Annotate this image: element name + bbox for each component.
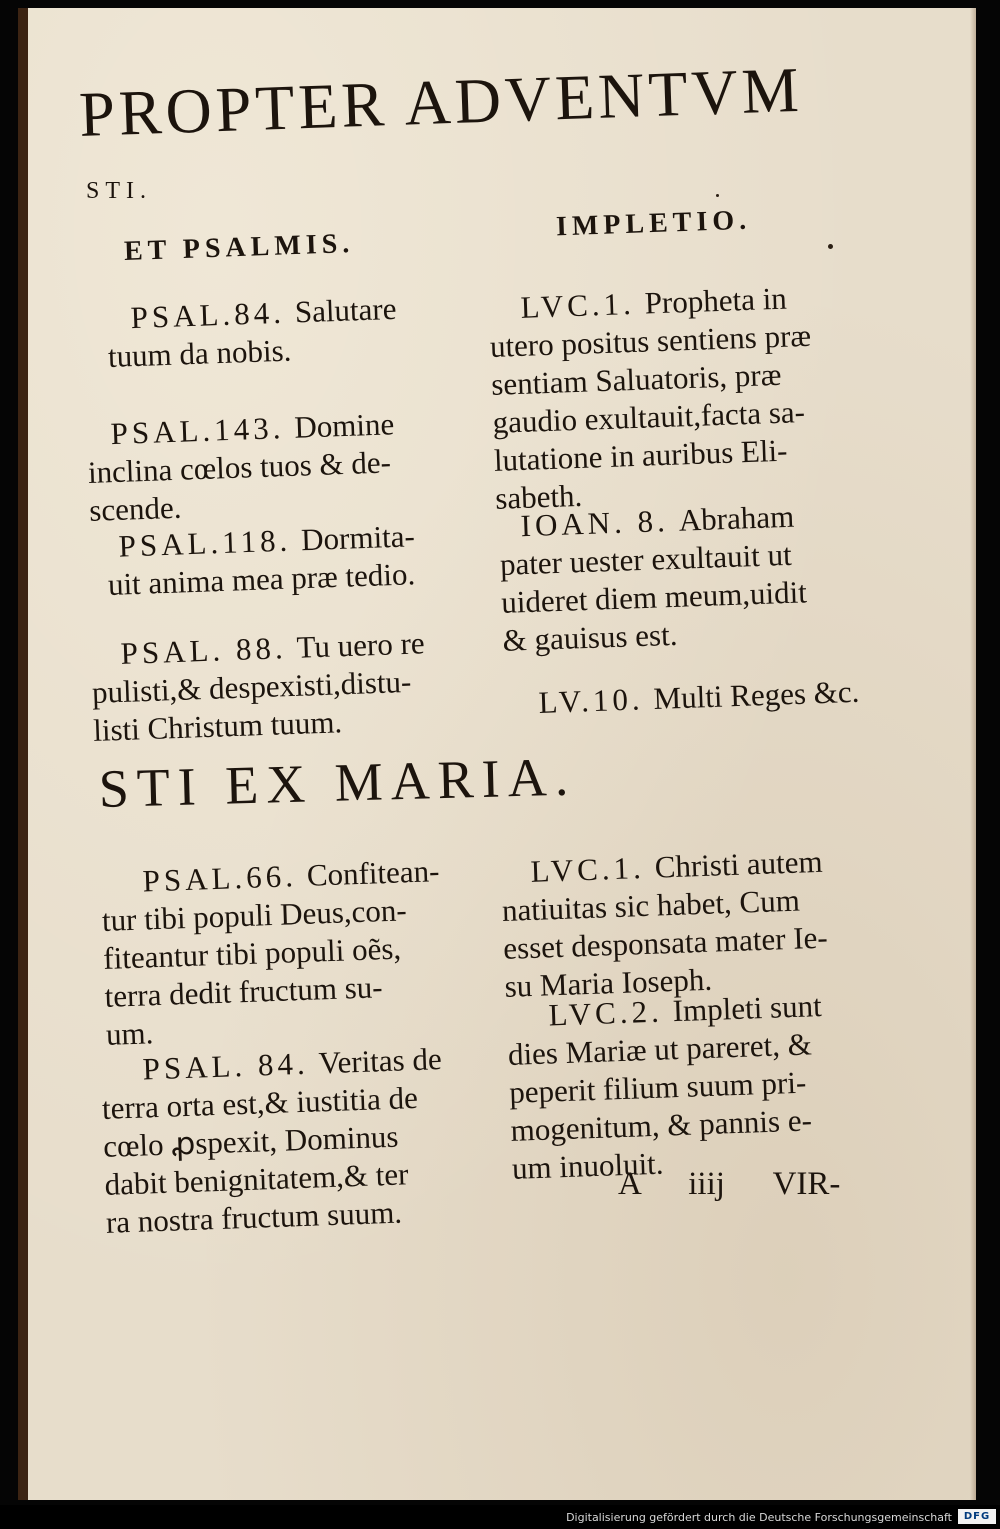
right-column-heading: IMPLETIO. [555, 204, 752, 243]
entry-line: natiuitas sic habet, Cum [501, 882, 801, 928]
entry-line: mogenitum, & pannis e- [510, 1102, 813, 1148]
right-entry-2 [498, 497, 809, 660]
entry-ref: PSAL.84. [130, 294, 286, 336]
entry-line: cœlo ꝓspexit, Dominus [102, 1118, 399, 1164]
entry-line: Propheta in [644, 280, 788, 321]
entry-line: sentiam Saluatoris, præ [490, 356, 782, 402]
entry-line: Impleti sunt [672, 988, 823, 1029]
entry-ref: LV.10. [538, 681, 645, 720]
entry-ref: LVC.1. [530, 849, 646, 889]
entry-line: uit anima mea præ tedio. [107, 556, 416, 602]
entry-line: terra dedit fructum su- [104, 969, 384, 1014]
entry-line: um. [105, 1015, 154, 1052]
entry-line: Christi autem [654, 843, 824, 885]
section2-right-entry-2 [506, 987, 828, 1188]
entry-line: lutatione in auribus Eli- [493, 432, 788, 478]
entry-line: tur tibi populi Deus,con- [101, 892, 408, 938]
entry-line: Salutare [294, 290, 397, 330]
entry-ref: LVC.2. [548, 993, 664, 1033]
entry-line: Confitean- [306, 853, 440, 893]
entry-line: dies Mariæ ut pareret, & [507, 1026, 813, 1072]
left-entry-1 [106, 290, 398, 376]
right-entry-1 [488, 279, 817, 518]
entry-ref: PSAL.66. [142, 858, 298, 899]
entry-line: um inuoluit. [511, 1145, 665, 1186]
right-entry-3 [538, 673, 860, 722]
entry-line: ra nostra fructum suum. [105, 1194, 403, 1240]
entry-ref: PSAL.118. [118, 522, 292, 564]
entry-line: sabeth. [494, 477, 583, 516]
entry-line: su Maria Ioseph. [504, 961, 713, 1004]
entry-line: scende. [88, 489, 182, 528]
entry-line: inclina cœlos tuos & de- [87, 444, 392, 490]
entry-line: esset desponsata mater Ie- [502, 919, 829, 966]
entry-ref: PSAL.143. [110, 410, 285, 452]
entry-line: utero positus sentiens præ [489, 317, 812, 364]
section2-right-entry-1 [500, 843, 830, 1006]
entry-line: uideret diem meum,uidit [500, 574, 808, 620]
entry-line: Dormita- [300, 518, 416, 558]
digitization-footer [0, 1505, 1000, 1529]
entry-line: terra orta est,& iustitia de [101, 1079, 419, 1126]
entry-line: peperit filium suum pri- [508, 1064, 807, 1110]
entry-line: dabit benignitatem,& ter [104, 1156, 409, 1202]
book-page [18, 8, 976, 1500]
entry-line: Domine [293, 406, 395, 445]
section2-left-entry-2 [100, 1040, 448, 1242]
entry-ref: PSAL. 88. [120, 630, 288, 671]
entry-ref: PSAL. 84. [142, 1045, 310, 1087]
entry-line: pulisti,& despexisti,distu- [91, 663, 412, 710]
dfg-logo: DFG [958, 1509, 996, 1524]
entry-line: Veritas de [317, 1041, 443, 1081]
entry-line: pater uester exultauit ut [499, 536, 793, 582]
left-entry-4 [90, 624, 428, 750]
page-header-title: PROPTER ADVENTVM [78, 53, 804, 150]
entry-ref: IOAN. 8. [520, 503, 670, 544]
signature-mark: A iiij VIR- [618, 1166, 841, 1202]
left-column-heading: ET PSALMIS. [123, 227, 355, 268]
entry-line: Abraham [678, 498, 795, 538]
page-edge-shadow [970, 8, 976, 1500]
page-header-subtitle: STI. [86, 178, 152, 204]
entry-line: Multi Reges &c. [652, 673, 860, 716]
footer-credit-text: Digitalisierung gefördert durch die Deutsche Forschungsgemeinschaft [566, 1511, 952, 1524]
entry-ref: LVC.1. [520, 285, 636, 325]
entry-line: fiteantur tibi populi oẽs, [102, 930, 402, 976]
left-entry-3 [106, 517, 417, 604]
entry-line: tuum da nobis. [107, 332, 292, 374]
section2-left-entry-1 [100, 852, 445, 1054]
ink-speck [716, 194, 719, 197]
entry-line: gaudio exultauit,facta sa- [492, 394, 806, 440]
ink-speck [828, 244, 833, 249]
entry-line: & gauisus est. [502, 616, 678, 658]
section-title: STI EX MARIA. [98, 746, 577, 819]
entry-line: Tu uero re [295, 625, 426, 665]
left-entry-2 [86, 405, 397, 530]
entry-line: listi Christum tuum. [92, 704, 343, 748]
